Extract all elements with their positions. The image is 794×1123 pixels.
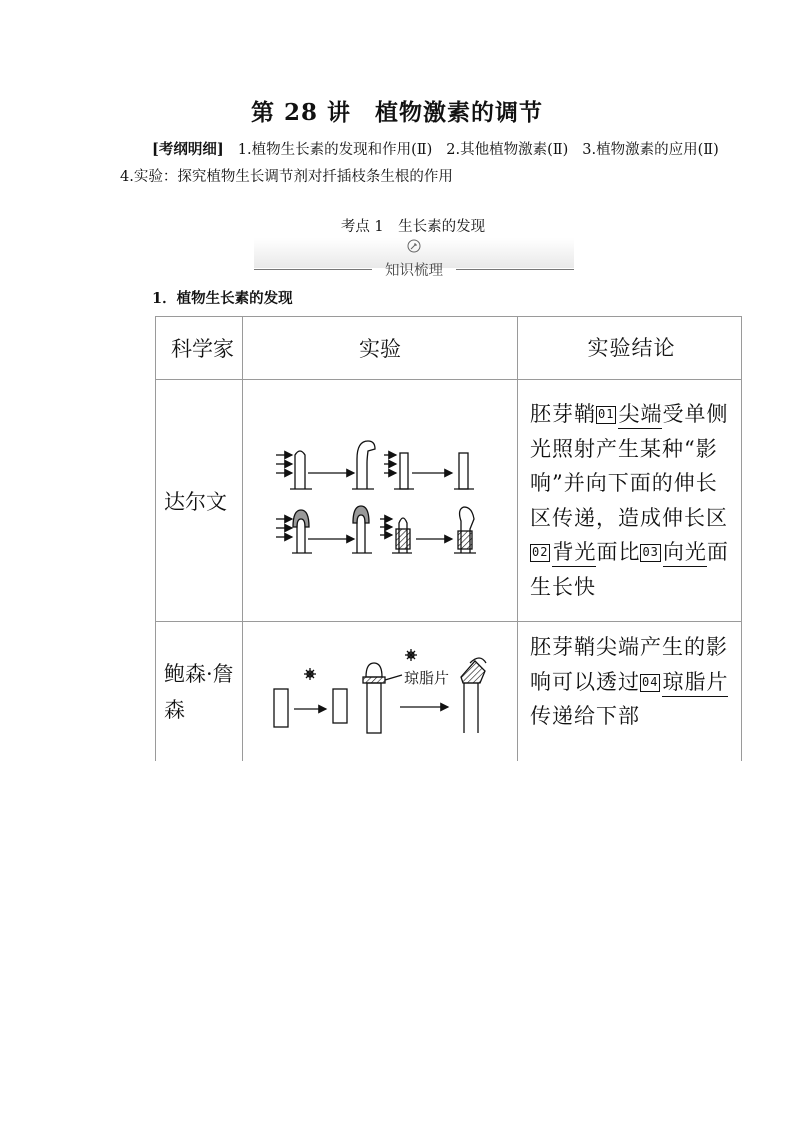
outline-item: 4.实验：探究植物生长调节剂对扦插枝条生根的作用: [120, 169, 453, 185]
blank-number: 02: [530, 544, 550, 562]
blank-number: 04: [640, 674, 660, 692]
table-row: [156, 622, 742, 762]
conclusion-text: 传递给下部: [530, 704, 640, 728]
outline-line-2: [120, 164, 680, 191]
conclusion-text: 胚芽鞘尖端产生的影响可以透过: [530, 635, 728, 694]
darwin-experiment-diagram: [244, 381, 516, 615]
outline-item: 3.植物激素的应用(Ⅱ): [582, 142, 719, 158]
coleoptile: [295, 451, 305, 489]
answer-blank: 琼脂片: [662, 668, 728, 697]
outline-item: 1.植物生长素的发现和作用(Ⅱ): [237, 142, 433, 158]
conclusion-text: 受单侧光照射产生某种“影响”并向下面的伸长区传递，造成伸长区: [530, 402, 729, 530]
sun-icon: [405, 649, 417, 661]
answer-blank: 向光: [663, 538, 707, 567]
knowledge-banner: [254, 238, 574, 282]
topic-title: 考点 1 生长素的发现: [340, 219, 486, 235]
header-scientist: 科学家: [156, 317, 243, 380]
discovery-table: [155, 316, 742, 761]
blank-number: 01: [596, 406, 616, 424]
header-conclusion: 实验结论: [518, 317, 742, 380]
answer-blank: 尖端: [618, 400, 662, 429]
syllabus-outline: [120, 136, 719, 191]
opaque-sleeve: [396, 529, 410, 549]
banner-label: 知识梳理: [385, 263, 443, 279]
answer-blank: 背光: [552, 538, 596, 567]
conclusion-text: 面生长快: [530, 540, 729, 599]
image-label: 琼脂片: [404, 669, 450, 687]
blank-number: 03: [640, 544, 660, 562]
sun-icon: [304, 668, 316, 680]
table-header-row: [156, 317, 742, 380]
compass-icon: [407, 239, 421, 253]
light-arrows: [276, 455, 292, 473]
boysen-jensen-diagram: [244, 623, 516, 755]
table-row: [156, 380, 742, 622]
conclusion-text: 面比: [596, 540, 641, 564]
opaque-cap: [293, 510, 309, 527]
conclusion-text: 胚芽鞘: [530, 402, 596, 426]
agar-slice: [363, 677, 385, 683]
conclusion-cell: [518, 622, 742, 762]
outline-item: 2.其他植物激素(Ⅱ): [446, 142, 569, 158]
experiment-cell: [243, 380, 518, 622]
outline-tag: [考纲明细]: [152, 141, 224, 158]
scientist-cell: 鲍森·詹森: [156, 622, 243, 762]
outline-line-1: [120, 136, 719, 164]
decapitated-coleoptile: [400, 453, 408, 489]
lesson-title: 第 28 讲 植物激素的调节: [250, 99, 544, 126]
scientist-cell: 达尔文: [156, 380, 243, 622]
header-experiment: 实验: [243, 317, 518, 380]
bent-coleoptile: [357, 441, 375, 489]
conclusion-cell: [518, 380, 742, 622]
section-title: 1．植物生长素的发现: [152, 290, 293, 307]
experiment-cell: [243, 622, 518, 762]
